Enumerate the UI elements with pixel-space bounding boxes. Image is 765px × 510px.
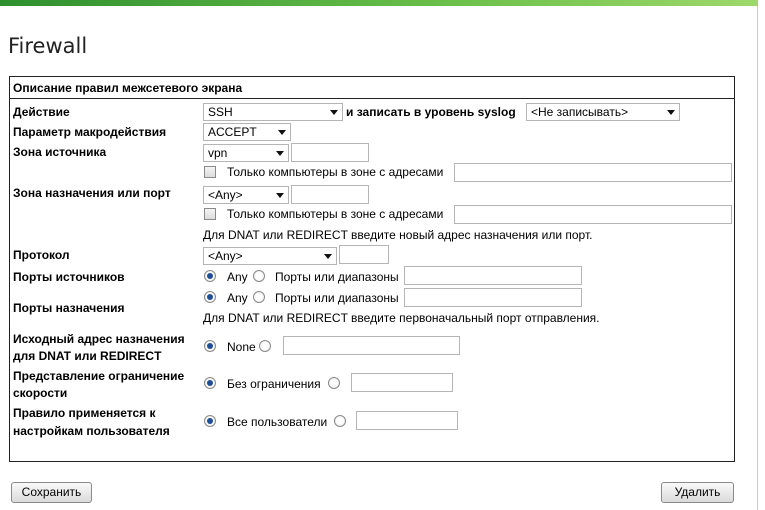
protocol-select[interactable] [203,247,337,265]
dest-zone-label: Зона назначения или порт [13,186,171,200]
source-ports-input[interactable] [404,266,582,285]
chevron-down-icon [330,110,338,115]
user-rule-label-2: настройкам пользователя [13,424,170,438]
chevron-down-icon [276,193,284,198]
dest-only-hosts-label: Только компьютеры в зоне с адресами [227,207,444,221]
dest-ports-any-radio[interactable] [204,291,216,303]
user-custom-radio[interactable] [334,415,346,427]
macro-label: Параметр макродействия [13,125,167,139]
source-only-hosts-label: Только компьютеры в зоне с адресами [227,165,444,179]
protocol-select-value: <Any> [208,249,243,263]
dest-ports-label: Порты назначения [13,301,125,315]
user-all-label: Все пользователи [227,415,328,429]
syslog-level-value: <Не записывать> [531,105,629,119]
source-ports-ranges-label: Порты или диапазоны [275,270,399,284]
source-ports-any-label: Any [227,270,248,284]
source-zone-port-input[interactable] [291,143,369,162]
chevron-down-icon [324,254,332,259]
protocol-label: Протокол [13,248,70,262]
dest-zone-value: <Any> [208,188,243,202]
user-all-radio[interactable] [204,415,216,427]
source-address-input[interactable] [454,163,732,182]
dest-address-input[interactable] [454,205,732,224]
source-ports-label: Порты источников [13,270,125,284]
panel-header: Описание правил межсетевого экрана [10,77,734,99]
orig-dest-none-label: None [227,340,256,354]
firewall-rule-panel [9,76,735,462]
rate-limit-label-1: Представление ограничение [13,369,185,383]
source-zone-label: Зона источника [13,145,107,159]
source-only-hosts-checkbox[interactable] [204,166,216,178]
source-zone-value: vpn [208,146,228,160]
source-zone-select[interactable] [203,144,289,162]
source-ports-ranges-radio[interactable] [253,270,265,282]
rate-unlimited-label: Без ограничения [227,377,321,391]
syslog-level-select[interactable] [526,103,680,121]
orig-dest-label-2: для DNAT или REDIRECT [13,349,162,363]
dest-ports-ranges-radio[interactable] [253,291,265,303]
right-divider [757,6,758,510]
dest-only-hosts-checkbox[interactable] [204,208,216,220]
action-label: Действие [13,105,70,119]
delete-button[interactable]: Удалить [661,482,734,503]
save-button[interactable]: Сохранить [11,482,92,503]
syslog-label: и записать в уровень syslog [346,105,516,119]
user-rule-input[interactable] [356,411,458,430]
orig-dest-none-radio[interactable] [204,340,216,352]
top-accent-bar [0,0,758,6]
macro-select-value: ACCEPT [208,125,257,139]
orig-dest-label-1: Исходный адрес назначения [13,332,185,346]
dnat-address-hint: Для DNAT или REDIRECT введите новый адрес назначения или порт. [203,228,593,242]
macro-select[interactable] [203,123,291,141]
dest-ports-input[interactable] [404,288,582,307]
rate-unlimited-radio[interactable] [204,377,216,389]
rate-limit-input[interactable] [351,373,453,392]
chevron-down-icon [276,151,284,156]
dnat-port-hint: Для DNAT или REDIRECT введите первоначальный порт отправления. [203,311,600,325]
dest-zone-select[interactable] [203,186,289,204]
dest-zone-port-input[interactable] [291,185,369,204]
action-select-value: SSH [208,105,233,119]
orig-dest-custom-radio[interactable] [259,340,271,352]
rate-custom-radio[interactable] [328,377,340,389]
orig-dest-input[interactable] [283,336,460,355]
protocol-number-input[interactable] [339,245,389,264]
dest-ports-ranges-label: Порты или диапазоны [275,291,399,305]
rate-limit-label-2: скорости [13,386,68,400]
chevron-down-icon [278,130,286,135]
dest-ports-any-label: Any [227,291,248,305]
action-select[interactable] [203,103,343,121]
source-ports-any-radio[interactable] [204,270,216,282]
user-rule-label-1: Правило применяется к [13,406,156,420]
page-title: Firewall [8,34,88,58]
chevron-down-icon [667,110,675,115]
